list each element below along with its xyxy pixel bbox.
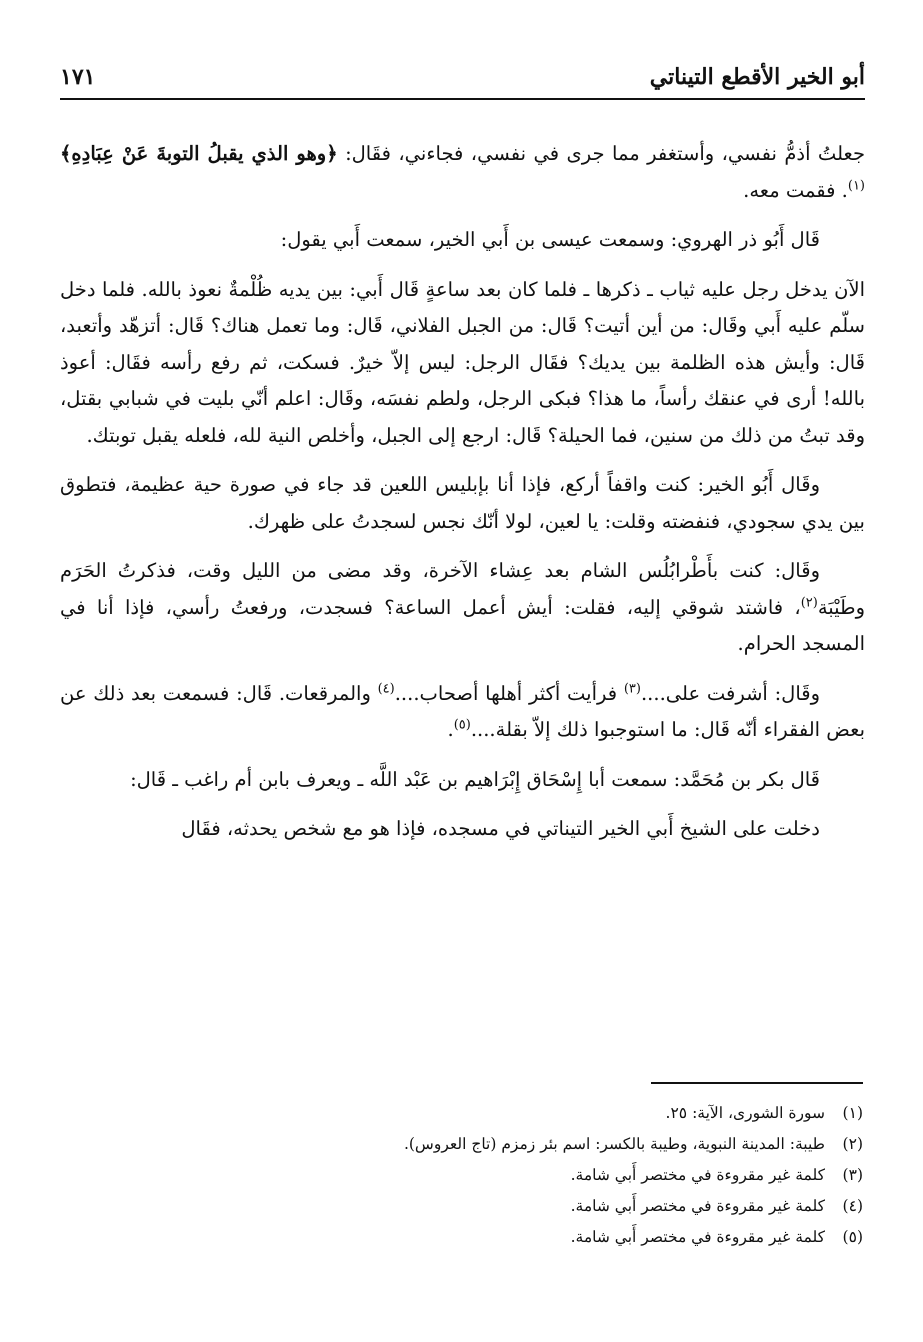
running-header: [60, 58, 865, 100]
paragraph-text: وقَال: أشرفت على....: [640, 681, 820, 705]
footnote: [103, 1129, 863, 1160]
quran-verse: ﴿وهو الذي يقبلُ التوبةَ عَنْ عِبَادِهِ﴾: [60, 142, 338, 165]
paragraph-text: وقَال: كنت بأَطْرابُلُس الشام بعد عِشاء الآخرة، وقد مضى من الليل وقت، فذكرتُ الحَرَم وطَيْبَة: [60, 559, 865, 619]
footnote: [103, 1191, 863, 1222]
page-number: ١٧١: [60, 64, 96, 90]
paragraph-text: فرأيت أكثر أهلها أصحاب....: [394, 681, 624, 705]
paragraph-3: الآن يدخل رجل عليه ثياب ـ ذكرها ـ فلما كان بعد ساعةٍ قَال أَبي: بين يديه ظُلْمةٌ نعوذ بالله. فلما دخل سلّم عليه أَبي وقَال: من أين أتيت؟ قَال: من الجبل الفلاني، قَال: وما تعمل هناك؟ قَال: أتزهّد وأتعبد، قَال: وأيش هذه الظلمة بين يديك؟ فقَال الرجل: ليس إلاّ خيرٌ. فسكت، ثم رفع رأسه فقَال: أعوذ بالله! أرى في عنقك رأساً، ما هذا؟ فبكى الرجل، ولطم نفسَه، وقَال: اعلم أنّي بليت في شبابي بقتل، وقد تبتُ من ذلك من سنين، فما الحيلة؟ قَال: ارجع إلى الجبل، وأخلص النية لله، فلعله يقبل توبتك.: [60, 277, 865, 447]
footnote-number: (٣): [842, 1166, 863, 1184]
footnote-number: (٤): [842, 1197, 863, 1215]
paragraph-8: دخلت على الشيخ أَبي الخير التيناتي في مسجده، فإذا هو مع شخص يحدثه، فقَال: [181, 817, 820, 840]
footnote-ref-1: (١): [847, 178, 865, 193]
footnote: [103, 1098, 863, 1129]
paragraph-text: والمرقعات. قَال: فسمعت بعد ذلك عن بعض الفقراء أنّه قَال: ما استوجبوا ذلك إلاّ بقلة....: [60, 681, 865, 741]
footnote-separator: [651, 1082, 863, 1084]
running-title: أبو الخير الأقطع التيناتي: [649, 64, 865, 90]
footnote-text: كلمة غير مقروءة في مختصر أَبي شامة.: [570, 1197, 825, 1215]
paragraph-text: ، فاشتد شوقي إليه، فقلت: أيش أعمل الساعة؟ فسجدت، ورفعتُ رأسي، فإذا أنا في المسجد الحرام.: [60, 595, 865, 655]
paragraph-4: وقَال أَبُو الخير: كنت واقفاً أركع، فإذا أنا بإبليس اللعين قد جاء في صورة حية عظيمة، فتطوق بين يدي سجودي، فنفضته وقلت: يا لعين، لولا أنّك نجس لسجدتُ على ظهرك.: [60, 473, 865, 533]
paragraph-text: .: [447, 718, 454, 741]
footnote: [103, 1222, 863, 1253]
paragraph-2: قَال أَبُو ذر الهروي: وسمعت عيسى بن أَبي الخير، سمعت أَبي يقول:: [280, 228, 820, 251]
footnote-text: كلمة غير مقروءة في مختصر أَبي شامة.: [570, 1166, 825, 1184]
footnote-text: كلمة غير مقروءة في مختصر أَبي شامة.: [570, 1228, 825, 1246]
paragraph-6: [60, 676, 865, 749]
footnote-ref-3: (٣): [623, 681, 641, 696]
paragraph-5: [60, 553, 865, 663]
footnotes: [103, 1098, 863, 1253]
paragraph-7: قَال بكر بن مُحَمَّد: سمعت أبا إِسْحَاق إِبْرَاهيم بن عَبْد اللَّه ـ ويعرف بابن أم راغب ـ قَال:: [130, 767, 820, 791]
footnote-ref-2: (٢): [800, 595, 818, 610]
paragraph-text: جعلتُ أذمُّ نفسي، وأستغفر مما جرى في نفسي، فجاءني، فقَال:: [337, 142, 865, 165]
footnote-text: سورة الشورى، الآية: ٢٥.: [665, 1104, 825, 1122]
footnote-number: (٢): [842, 1135, 863, 1153]
footnote: [103, 1160, 863, 1191]
paragraph-1: [60, 136, 865, 209]
footnote-ref-4: (٤): [377, 681, 395, 696]
main-text: [60, 136, 865, 861]
footnote-ref-5: (٥): [453, 717, 471, 733]
footnote-number: (٥): [842, 1228, 863, 1246]
header-rule: [60, 98, 865, 100]
footnote-text: طيبة: المدينة النبوية، وطيبة بالكسر: اسم بئر زمزم (تاج العروس).: [403, 1135, 825, 1153]
paragraph-text: . فقمت معه.: [743, 178, 848, 202]
footnote-number: (١): [842, 1104, 863, 1122]
